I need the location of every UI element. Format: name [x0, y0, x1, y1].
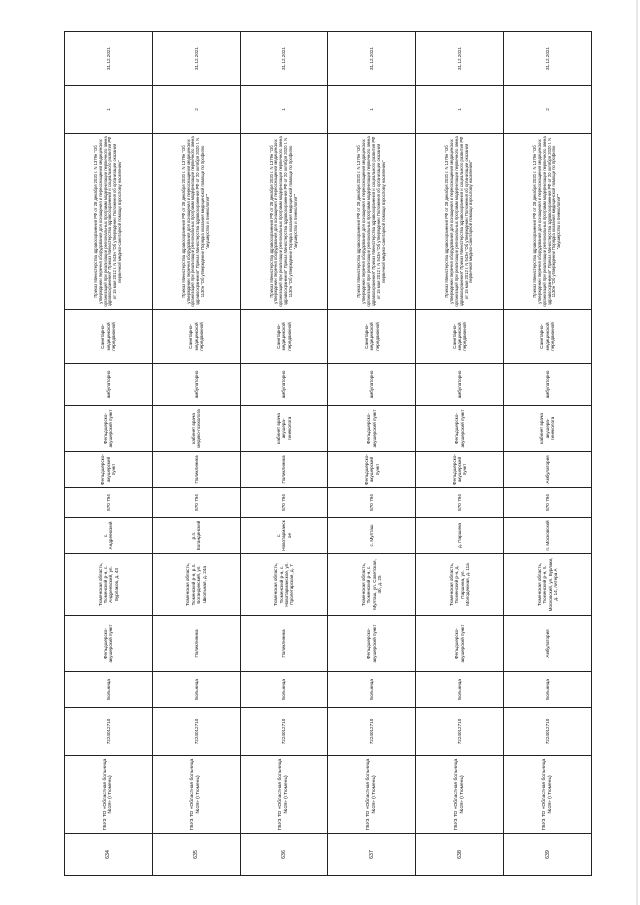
organization-type-cell: Больница — [240, 672, 328, 708]
row-number-cell: 638 — [416, 834, 504, 876]
structural-unit-cell: Фельдшерско-акушерский пункт — [416, 452, 504, 488]
regulation-documents-cell: Приказ Министерства здравоохранения РФ от 28 декабря 2020 г. N 1379н "Об утверждении перечня оборудования для оснащения и переоснащения медицинских организаций при реализации региональных программ модернизации первичного звена здравоохранения" Приказ Министерства здравоохранения РФ от 20 октября 2020 г. N 1130н "Об утверждении Порядка оказания медицинской помощи по профилю "акушерство и гинекология"" — [504, 134, 592, 310]
scan-edge — [636, 0, 638, 905]
oktmo-cell: 870 794 — [65, 488, 153, 518]
row-number-cell: 634 — [65, 834, 153, 876]
row-number-cell: 639 — [504, 834, 592, 876]
organization-type-cell: Больница — [504, 672, 592, 708]
quantity-cell: 2 — [504, 86, 592, 134]
address-cell: Тюменская область, Тюменский р-н, с. Новотарманское, ул. Пролетарская, д. 7 — [240, 554, 328, 616]
table-row — [504, 32, 592, 876]
organization-cell: ГБУЗ ТО «Областная больница №19» (г.Тюмень) — [416, 756, 504, 834]
room-cell: кабинет врача акушера-гинеколога — [504, 406, 592, 452]
date-cell: 31.12.2021 — [328, 32, 416, 86]
organization-type-cell: Больница — [328, 672, 416, 708]
care-level-cell: Санитарно-медицинской передвижной — [504, 310, 592, 364]
oktmo-cell: 870 794 — [152, 488, 240, 518]
quantity-cell: 1 — [328, 86, 416, 134]
organization-cell: ГБУЗ ТО «Областная больница №19» (г.Тюмень) — [240, 756, 328, 834]
subdivision-cell: Поликлиника — [240, 616, 328, 672]
locality-cell: с. Андреевский — [65, 518, 153, 554]
table-row — [416, 32, 504, 876]
care-condition-cell: амбулаторно — [504, 364, 592, 406]
row-number-cell: 637 — [328, 834, 416, 876]
organization-cell: ГБУЗ ТО «Областная больница №19» (г.Тюмень) — [504, 756, 592, 834]
subdivision-cell: Фельдшерско-акушерский пункт — [416, 616, 504, 672]
table-row — [328, 32, 416, 876]
quantity-cell: 1 — [65, 86, 153, 134]
room-cell: кабинет врача медико-психолога — [152, 406, 240, 452]
table-row — [65, 32, 153, 876]
quantity-cell: 1 — [240, 86, 328, 134]
inn-cell: 7224012710 — [240, 708, 328, 756]
inn-cell: 7224012710 — [328, 708, 416, 756]
care-level-cell: Санитарно-медицинской передвижной — [65, 310, 153, 364]
structural-unit-cell: Поликлиника — [240, 452, 328, 488]
address-cell: Тюменская область, Тюменский р-н, р.п. Богандинский, ул. Школьная, д. 24а — [152, 554, 240, 616]
inn-cell: 7224012710 — [65, 708, 153, 756]
regulation-documents-cell: Приказ Министерства здравоохранения РФ от 28 декабря 2020 г. N 1379н "Об утверждении перечня оборудования для оснащения и переоснащения медицинских организаций при реализации региональных программ модернизации первичного звена здравоохранения" Приказ Министерства здравоохранения РФ от 20 октября 2020 г. N 1130н "Об утверждении Порядка оказания медицинской помощи по профилю "акушерство и гинекология"" — [240, 134, 328, 310]
room-cell: Фельдшерско-акушерский пункт — [328, 406, 416, 452]
structural-unit-cell: Фельдшерско-акушерский пункт — [65, 452, 153, 488]
structural-unit-cell: Поликлиника — [152, 452, 240, 488]
regulation-documents-cell: Приказ Министерства здравоохранения РФ от 28 декабря 2020 г. N 1379н "Об утверждении перечня оборудования для оснащения и переоснащения медицинских организаций при реализации региональных программ модернизации первичного звена здравоохранения" Приказ Министерства здравоохранения РФ от 20 октября 2020 г. N 1130н "Об утверждении Порядка оказания медицинской помощи по профилю "акушерство и гинекология"" — [152, 134, 240, 310]
date-cell: 31.12.2021 — [504, 32, 592, 86]
subdivision-cell: Фельдшерско-акушерский пункт — [328, 616, 416, 672]
care-condition-cell: амбулаторно — [240, 364, 328, 406]
oktmo-cell: 870 794 — [240, 488, 328, 518]
quantity-cell: 2 — [152, 86, 240, 134]
organization-cell: ГБУЗ ТО «Областная больница №19» (г.Тюмень) — [328, 756, 416, 834]
address-cell: Тюменская область, Тюменский р-н, с. Мулташ, ул. Советская, 4б, д. 25 — [328, 554, 416, 616]
table-row — [152, 32, 240, 876]
organization-type-cell: Больница — [416, 672, 504, 708]
care-level-cell: Санитарно-медицинской передвижной — [152, 310, 240, 364]
care-condition-cell: амбулаторно — [65, 364, 153, 406]
address-cell: Тюменская область, Тюменский р-н, п. Московский, ул. Бурлаки, д. 14, литера А — [504, 554, 592, 616]
locality-cell: с. Новотарманское — [240, 518, 328, 554]
table-row — [240, 32, 328, 876]
locality-cell: д. Паршина — [416, 518, 504, 554]
address-cell: Тюменская область, Тюменский р-н, д. Паршина, ул. Молодежная, д. 11а — [416, 554, 504, 616]
date-cell: 31.12.2021 — [65, 32, 153, 86]
row-number-cell: 636 — [240, 834, 328, 876]
room-cell: Фельдшерско-акушерский пункт — [65, 406, 153, 452]
address-cell: Тюменская область, Тюменский р-н, с. Андреевский, ул. Бурлаков, д. 43 — [65, 554, 153, 616]
structural-unit-cell: Амбулатория — [504, 452, 592, 488]
inn-cell: 7224012710 — [152, 708, 240, 756]
subdivision-cell: Амбулатория — [504, 616, 592, 672]
subdivision-cell: Фельдшерско-акушерский пункт — [65, 616, 153, 672]
table-body — [65, 32, 592, 876]
structural-unit-cell: Фельдшерско-акушерский пункт — [328, 452, 416, 488]
subdivision-cell: Поликлиника — [152, 616, 240, 672]
organization-cell: ГБУЗ ТО «Областная больница №19» (г.Тюмень) — [65, 756, 153, 834]
equipment-register-table — [64, 31, 592, 876]
care-condition-cell: амбулаторно — [152, 364, 240, 406]
date-cell: 31.12.2021 — [416, 32, 504, 86]
quantity-cell: 1 — [416, 86, 504, 134]
locality-cell: п. Московский — [504, 518, 592, 554]
organization-type-cell: Больница — [152, 672, 240, 708]
regulation-documents-cell: Приказ Министерства здравоохранения РФ от 28 декабря 2020 г. N 1379н "Об утверждении перечня оборудования для оснащения и переоснащения медицинских организаций при реализации региональных программ модернизации первичного звена здравоохранения" Приказ Министерства здравоохранения и социального развития РФ от 15 мая 2012 г. N 543н "Об утверждении Положения об организации оказания первичной медико-санитарной помощи взрослому населению" — [65, 134, 153, 310]
date-cell: 31.12.2021 — [152, 32, 240, 86]
care-level-cell: Санитарно-медицинской передвижной — [240, 310, 328, 364]
organization-type-cell: Больница — [65, 672, 153, 708]
rotated-table-wrapper — [64, 32, 592, 876]
care-level-cell: Санитарно-медицинской передвижной — [328, 310, 416, 364]
regulation-documents-cell: Приказ Министерства здравоохранения РФ от 28 декабря 2020 г. N 1379н "Об утверждении перечня оборудования для оснащения и переоснащения медицинских организаций при реализации региональных программ модернизации первичного звена здравоохранения" Приказ Министерства здравоохранения и социального развития РФ от 15 мая 2012 г. N 543н "Об утверждении Положения об организации оказания первичной медико-санитарной помощи взрослому населению" — [328, 134, 416, 310]
row-number-cell: 635 — [152, 834, 240, 876]
organization-cell: ГБУЗ ТО «Областная больница №19» (г.Тюмень) — [152, 756, 240, 834]
inn-cell: 7224012710 — [504, 708, 592, 756]
room-cell: кабинет врача акушера-гинеколога — [240, 406, 328, 452]
care-condition-cell: амбулаторно — [416, 364, 504, 406]
room-cell: Фельдшерско-акушерский пункт — [416, 406, 504, 452]
care-condition-cell: амбулаторно — [328, 364, 416, 406]
oktmo-cell: 870 794 — [504, 488, 592, 518]
care-level-cell: Санитарно-медицинской передвижной — [416, 310, 504, 364]
oktmo-cell: 870 794 — [416, 488, 504, 518]
inn-cell: 7224012710 — [416, 708, 504, 756]
regulation-documents-cell: Приказ Министерства здравоохранения РФ от 28 декабря 2020 г. N 1379н "Об утверждении перечня оборудования для оснащения и переоснащения медицинских организаций при реализации региональных программ модернизации первичного звена здравоохранения" Приказ Министерства здравоохранения и социального развития РФ от 15 мая 2012 г. N 543н "Об утверждении Положения об организации оказания первичной медико-санитарной помощи взрослому населению" — [416, 134, 504, 310]
date-cell: 31.12.2021 — [240, 32, 328, 86]
locality-cell: р.п. Богандинский — [152, 518, 240, 554]
oktmo-cell: 870 794 — [328, 488, 416, 518]
locality-cell: с. Мулташ — [328, 518, 416, 554]
